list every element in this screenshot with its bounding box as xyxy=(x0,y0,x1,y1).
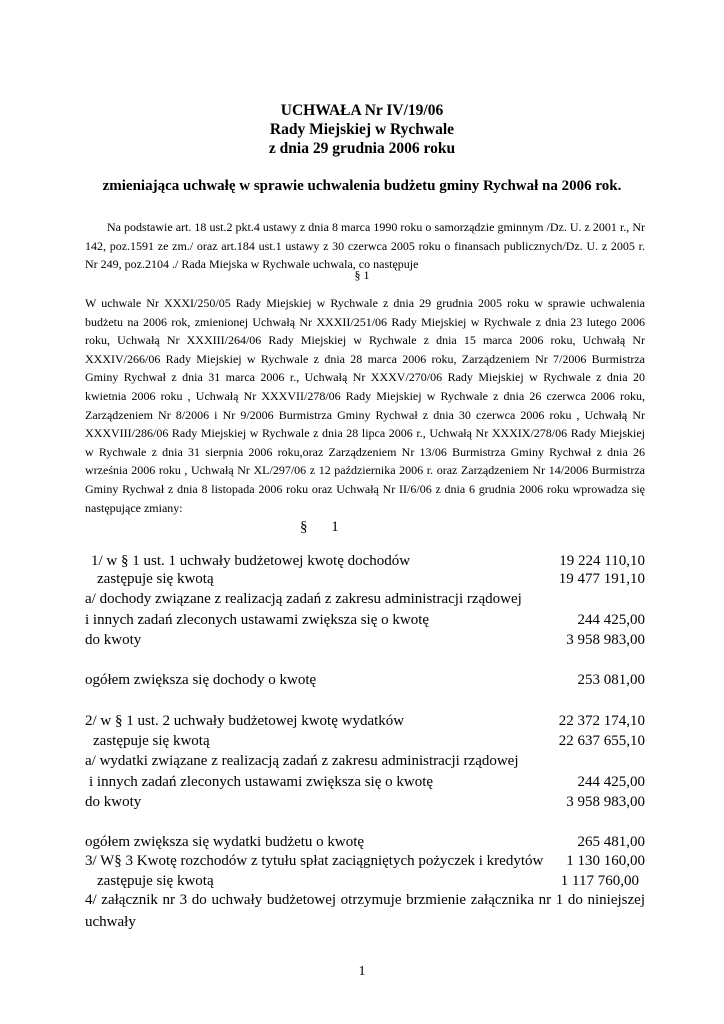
resolution-date: z dnia 29 grudnia 2006 roku xyxy=(268,140,456,157)
item-value: 265 481,00 xyxy=(577,834,645,850)
item-2a-line2 xyxy=(85,772,645,792)
item-label: i innych zadań zleconych ustawami zwiększa się o kwotę xyxy=(85,612,430,628)
item-label: ogółem zwiększa się wydatki budżetu o kwotę xyxy=(85,834,365,850)
item-2a-to-row xyxy=(85,792,645,812)
item-3-repayments-row xyxy=(85,851,645,871)
item-label: zastępuje się kwotą xyxy=(93,733,210,749)
item-label: ogółem zwiększa się dochody o kwotę xyxy=(85,672,317,688)
item-label: 3/ W§ 3 Kwotę rozchodów z tytułu spłat zaciągniętych pożyczek i kredytów xyxy=(85,853,544,869)
item-1a-line2 xyxy=(85,610,645,630)
section-sign-small: § 1 xyxy=(354,268,370,282)
page-number: 1 xyxy=(358,964,366,979)
item-value: 22 372 174,10 xyxy=(558,713,645,729)
item-1a-line1 xyxy=(85,589,645,609)
item-value: 22 637 655,10 xyxy=(558,733,645,749)
item-1-replacement-row xyxy=(85,569,645,589)
item-label: zastępuje się kwotą xyxy=(97,571,214,587)
item-value: 1 117 760,00 xyxy=(560,873,639,889)
item-label: do kwoty xyxy=(85,794,142,810)
item-value: 3 958 983,00 xyxy=(566,632,645,648)
item-value: 19 477 191,10 xyxy=(558,571,645,587)
item-label: do kwoty xyxy=(85,632,142,648)
item-label: a/ wydatki związane z realizacją zadań z zakresu administracji rządowej xyxy=(85,753,519,769)
item-3-replacement-row xyxy=(85,871,645,891)
item-2-replacement-row xyxy=(85,731,645,751)
item-value: 3 958 983,00 xyxy=(566,794,645,810)
item-label: 2/ w § 1 ust. 2 uchwały budżetowej kwotę wydatków xyxy=(85,713,405,729)
item-label: i innych zadań zleconych ustawami zwiększa się o kwotę xyxy=(89,774,434,790)
item-value: 19 224 110,10 xyxy=(559,553,645,569)
item-label: 1/ w § 1 ust. 1 uchwały budżetowej kwotę dochodów xyxy=(91,553,411,569)
resolution-subject: zmieniająca uchwałę w sprawie uchwalenia budżetu gminy Rychwał na 2006 rok. xyxy=(102,178,622,194)
item-1a-to-row xyxy=(85,630,645,650)
council-name: Rady Miejskiej w Rychwale xyxy=(269,121,455,138)
item-4-paragraph: 4/ załącznik nr 3 do uchwały budżetowej otrzymuje brzmienie załącznika nr 1 do niniejszej uchwały xyxy=(85,892,645,930)
item-1-income-row xyxy=(85,551,645,571)
item-value: 253 081,00 xyxy=(577,672,645,688)
item-label: a/ dochody związane z realizacją zadań z zakresu administracji rządowej xyxy=(85,591,522,607)
item-2-expense-row xyxy=(85,711,645,731)
resolution-header xyxy=(0,101,724,158)
item-label: zastępuje się kwotą xyxy=(97,873,214,889)
resolution-number: UCHWAŁA Nr IV/19/06 xyxy=(280,102,444,119)
item-2a-line1 xyxy=(85,751,645,771)
item-1-total-row xyxy=(85,670,645,690)
item-value: 1 130 160,00 xyxy=(566,853,645,869)
item-value: 244 425,00 xyxy=(577,774,645,790)
section-sign-big: § 1 xyxy=(300,519,339,535)
legal-basis-paragraph: Na podstawie art. 18 ust.2 pkt.4 ustawy z dnia 8 marca 1990 roku o samorządzie gminnym /Dz. U. z 2001 r., Nr 142, poz.1591 ze zm./ oraz art.184 ust.1 ustawy z 30 czerwca 2005 roku o finansach publicznych/Dz. U. z 2005 r. Nr 249, poz.2104 ./ Rada Miejska w Rychwale uchwala, co następuje xyxy=(85,220,645,272)
item-2-total-row xyxy=(85,832,645,852)
main-paragraph: W uchwale Nr XXXI/250/05 Rady Miejskiej w Rychwale z dnia 29 grudnia 2005 roku w sprawie uchwalenia budżetu na 2006 rok, zmienionej Uchwałą Nr XXXII/251/06 Rady Miejskiej w Rychwale z dnia 23 lutego 2006 roku, Uchwałą Nr XXXIII/264/06 Rady Miejskiej w Rychwale z dnia 15 marca 2006 roku, Uchwałą Nr XXXIV/266/06 Rady Miejskiej w Rychwale z dnia 28 marca 2006 roku, Zarządzeniem Nr 7/2006 Burmistrza Gminy Rychwał z dnia 31 marca 2006 r., Uchwałą Nr XXXV/270/06 Rady Miejskiej w Rychwale z dnia 20 kwietnia 2006 roku , Uchwałą Nr XXXVII/278/06 Rady Miejskiej w Rychwale z dnia 26 czerwca 2006 roku, Zarządzeniem Nr 8/2006 i Nr 9/2006 Burmistrza Gminy Rychwał z dnia 30 czerwca 2006 roku , Uchwałą Nr XXXVIII/286/06 Rady Miejskiej w Rychwale z dnia 28 lipca 2006 r., Uchwałą Nr XXXIX/278/06 Rady Miejskiej w Rychwale z dnia 31 sierpnia 2006 roku,oraz Zarządzeniem Nr 13/06 Burmistrza Gminy Rychwał z dnia 26 września 2006 roku , Uchwałą Nr XL/297/06 z 12 października 2006 r. oraz Zarządzeniem Nr 14/2006 Burmistrza Gminy Rychwał z dnia 8 listopada 2006 roku oraz Uchwałą Nr II/6/06 z dnia 6 grudnia 2006 roku wprowadza się następujące zmiany: xyxy=(85,296,645,515)
item-value: 244 425,00 xyxy=(577,612,645,628)
